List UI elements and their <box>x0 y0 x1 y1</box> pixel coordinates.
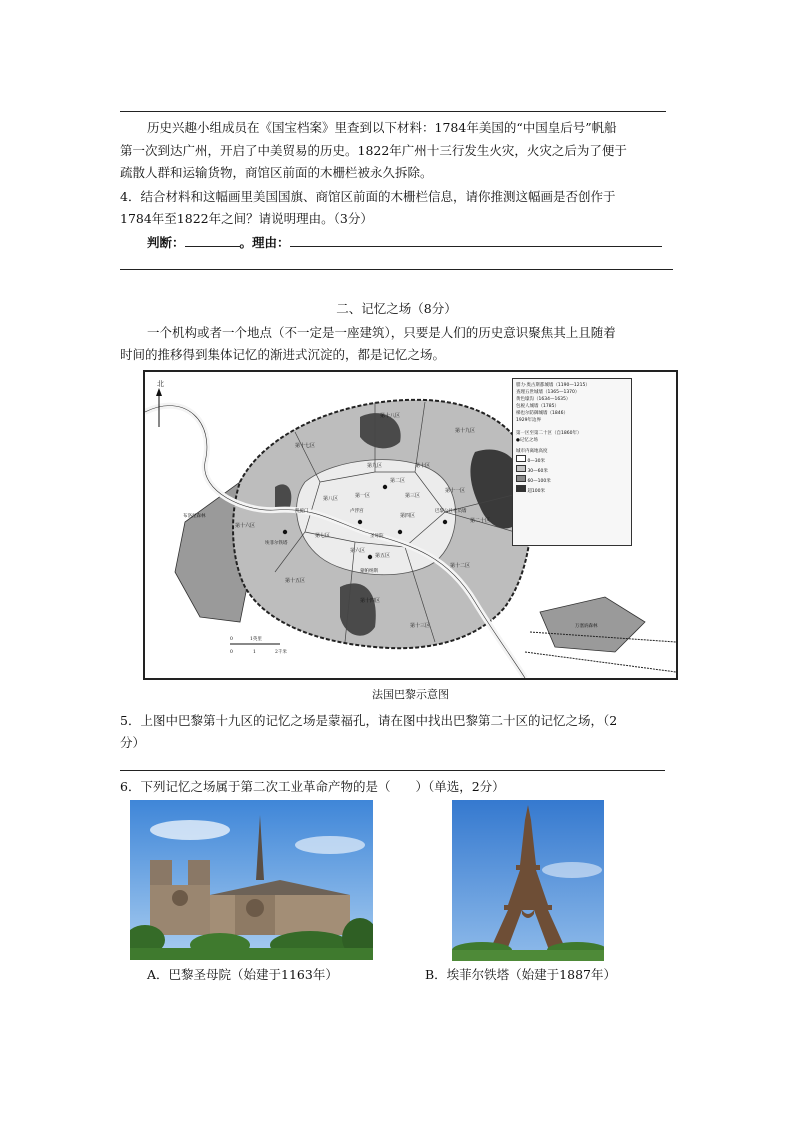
scale-km-2: 2千米 <box>275 650 287 655</box>
scale-km-0: 0 <box>230 650 233 655</box>
option-b-label[interactable]: B．埃菲尔铁塔（始建于1887年） <box>425 967 616 982</box>
place-label: 圣母院 <box>370 534 384 539</box>
place-label: 万塞讷森林 <box>575 624 598 629</box>
map-caption: 法国巴黎示意图 <box>372 688 449 701</box>
material-line-2: 第一次到达广州，开启了中美贸易的历史。1822年广州十三行发生火灾，火灾之后为了便于 <box>120 143 627 158</box>
section2-intro-line-2: 时间的推移得到集体记忆的渐进式沉淀的，都是记忆之场。 <box>120 347 446 362</box>
q5-divider <box>120 770 665 771</box>
district-label: 第十三区 <box>410 623 431 629</box>
place-label: 巴黎公社社员墙 <box>435 509 467 514</box>
section2-intro-line-1: 一个机构或者一个地点（不一定是一座建筑），只要是人们的历史意识聚焦其上且随着 <box>147 325 616 340</box>
place-label: 卢浮宫 <box>350 509 364 514</box>
legend-density-3: 超100米 <box>516 485 628 495</box>
legend-item: 腓力·奥古斯都城墙（1190—1215） <box>516 383 590 388</box>
legend-density-title: 城市内离地高度 <box>516 449 548 454</box>
q5-line-1: 5．上图中巴黎第十九区的记忆之场是蒙福孔，请在图中找出巴黎第二十区的记忆之场，（2 <box>120 713 618 728</box>
district-label: 第十一区 <box>445 488 466 494</box>
place-label: 蒙帕纳斯 <box>360 569 378 574</box>
map-legend <box>512 378 632 546</box>
scale-tick-0: 0 <box>230 637 233 642</box>
district-label: 第七区 <box>315 533 331 539</box>
notre-dame-photo[interactable] <box>130 800 373 960</box>
legend-item: 1929年边界 <box>516 418 541 423</box>
north-label: 北 <box>157 380 164 388</box>
legend-item: 查理五世城墙（1365—1370） <box>516 390 580 395</box>
scale-tick-mile: 1英里 <box>250 637 262 642</box>
legend-districts: 第一区至第二十区（自1860年） <box>516 431 582 436</box>
legend-density-2: 60—100米 <box>516 475 628 485</box>
legend-density-1: 30—60米 <box>516 465 628 475</box>
district-label: 第十九区 <box>455 428 476 434</box>
scale-km-1: 1 <box>253 650 256 655</box>
district-label: 第十区 <box>415 463 431 469</box>
reason-answer-blank[interactable] <box>290 232 662 247</box>
q4-answer-line <box>120 269 673 270</box>
section2-title: 二、记忆之场（8分） <box>336 301 457 316</box>
material-line-3: 疏散人群和运输货物，商馆区前面的木栅栏被永久拆除。 <box>120 165 433 180</box>
legend-item: 包税人城墙（1785） <box>516 404 559 409</box>
place-label: 埃菲尔铁塔 <box>265 541 288 546</box>
district-label: 第四区 <box>400 513 416 519</box>
legend-item: 梯也尔防御城墙（1846） <box>516 411 568 416</box>
district-label: 第十七区 <box>295 443 316 449</box>
reason-label: 。理由： <box>239 235 290 250</box>
district-label: 第三区 <box>405 493 421 499</box>
legend-density-0: 0—30米 <box>516 455 628 465</box>
district-label: 第十四区 <box>360 598 381 604</box>
place-label: 布洛涅森林 <box>183 514 206 519</box>
district-label: 第八区 <box>323 496 339 502</box>
district-label: 第九区 <box>367 463 383 469</box>
district-label: 第六区 <box>350 548 366 554</box>
q4-line-1: 4．结合材料和这幅画里美国国旗、商馆区前面的木栅栏信息，请你推测这幅画是否创作于 <box>120 189 616 204</box>
district-label: 第十六区 <box>235 523 256 529</box>
q6-prompt: 6．下列记忆之场属于第二次工业革命产物的是（ ）（单选，2分） <box>120 779 505 794</box>
district-label: 第十二区 <box>450 563 471 569</box>
district-label: 第十五区 <box>285 578 306 584</box>
district-label: 第二区 <box>390 478 406 484</box>
eiffel-tower-photo[interactable] <box>452 800 604 961</box>
material-line-1: 历史兴趣小组成员在《国宝档案》里查到以下材料：1784年美国的“中国皇后号”帆船 <box>147 120 617 135</box>
district-label: 第五区 <box>375 553 391 559</box>
legend-memory: ●记忆之场 <box>516 438 538 443</box>
judge-answer-blank[interactable] <box>185 232 240 247</box>
q5-line-2: 分） <box>120 735 146 750</box>
q4-line-2: 1784年至1822年之间？请说明理由。（3分） <box>120 211 373 226</box>
paris-map <box>143 370 678 680</box>
place-label: 凯旋门 <box>295 509 309 514</box>
district-label: 第一区 <box>355 493 371 499</box>
top-rule <box>120 111 666 112</box>
judge-label: 判断： <box>147 235 185 250</box>
district-label: 第十八区 <box>380 413 401 419</box>
legend-item: 黄色壕沟（1634—1635） <box>516 397 571 402</box>
north-arrow-icon <box>156 388 162 396</box>
district-label: 第二十区 <box>470 518 491 524</box>
option-a-label[interactable]: A．巴黎圣母院（始建于1163年） <box>147 967 338 982</box>
q4-answer-row <box>147 232 662 254</box>
